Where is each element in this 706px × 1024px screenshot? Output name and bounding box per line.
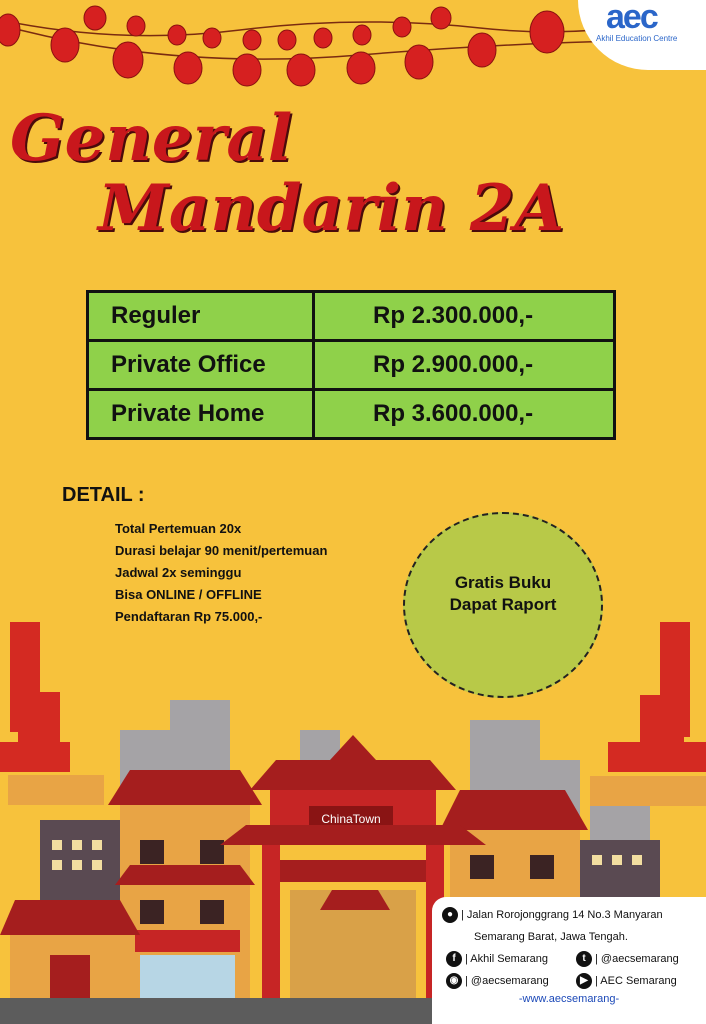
youtube-icon: ▶: [576, 973, 592, 989]
price-row: [88, 292, 615, 341]
detail-item: Bisa ONLINE / OFFLINE: [115, 587, 262, 602]
price-row: [88, 341, 615, 390]
contact-card: [432, 897, 706, 1024]
logo-subtitle: Akhil Education Centre: [596, 34, 678, 43]
facebook-handle: f | Akhil Semarang: [446, 951, 548, 967]
twitter-icon: t: [576, 951, 592, 967]
course-title: [10, 101, 565, 246]
map-pin-icon: ●: [442, 907, 458, 923]
detail-item: Jadwal 2x seminggu: [115, 565, 242, 580]
price-value: Rp 2.300.000,-: [314, 292, 615, 341]
price-value: Rp 2.900.000,-: [314, 341, 615, 390]
facebook-icon: f: [446, 951, 462, 967]
detail-item: Pendaftaran Rp 75.000,-: [115, 609, 263, 624]
bonus-line-2: Dapat Raport: [449, 595, 557, 614]
price-label: Private Office: [88, 341, 314, 390]
price-table: [86, 290, 616, 440]
price-row: [88, 390, 615, 439]
detail-heading: DETAIL :: [62, 484, 145, 506]
youtube-handle: ▶ | AEC Semarang: [576, 973, 677, 989]
detail-item: Durasi belajar 90 menit/pertemuan: [115, 543, 328, 558]
bonus-line-1: Gratis Buku: [454, 573, 552, 592]
title-line-2: Mandarin 2A: [98, 171, 565, 246]
logo-mark: aec: [606, 0, 657, 36]
address-line-2: Semarang Barat, Jawa Tengah.: [474, 931, 628, 943]
detail-list: [115, 518, 327, 628]
detail-item: Total Pertemuan 20x: [115, 521, 242, 536]
instagram-handle: ◉ | @aecsemarang: [446, 973, 549, 989]
price-label: Reguler: [88, 292, 314, 341]
chinatown-sign: ChinaTown: [321, 812, 381, 826]
website-link[interactable]: -www.aecsemarang-: [518, 993, 620, 1005]
price-label: Private Home: [88, 390, 314, 439]
price-value: Rp 3.600.000,-: [314, 390, 615, 439]
title-line-1: General: [10, 101, 293, 176]
instagram-icon: ◉: [446, 973, 462, 989]
twitter-handle: t | @aecsemarang: [576, 951, 679, 967]
address-line-1: ● | Jalan Rorojonggrang 14 No.3 Manyaran: [442, 907, 663, 923]
